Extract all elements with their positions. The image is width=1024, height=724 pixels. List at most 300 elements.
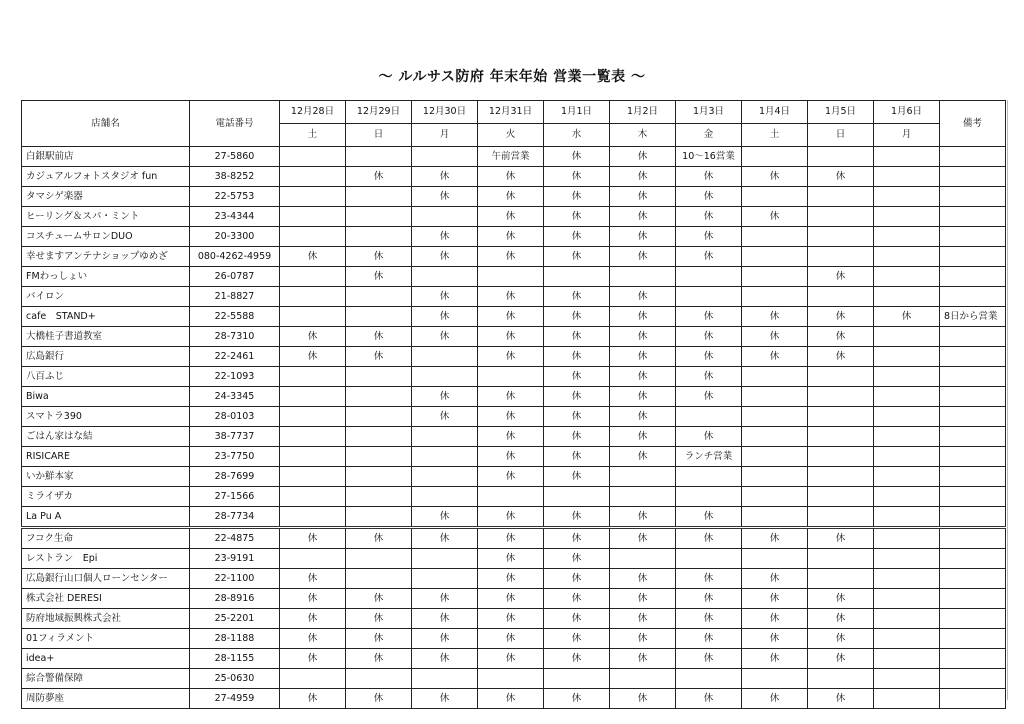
- status-cell: [280, 487, 346, 507]
- status-cell: 休: [280, 629, 346, 649]
- status-cell: [742, 267, 808, 287]
- status-cell: 休: [808, 267, 874, 287]
- status-cell: 休: [808, 689, 874, 709]
- store-name-cell: タマシゲ楽器: [22, 187, 190, 207]
- store-name-cell: 広島銀行: [22, 347, 190, 367]
- status-cell: 休: [280, 347, 346, 367]
- weekday-header: 木: [610, 124, 676, 147]
- status-cell: 午前営業: [478, 147, 544, 167]
- weekday-header: 月: [874, 124, 940, 147]
- status-cell: [346, 187, 412, 207]
- status-cell: 休: [808, 609, 874, 629]
- status-cell: 休: [280, 327, 346, 347]
- status-cell: 休: [412, 507, 478, 528]
- status-cell: [742, 669, 808, 689]
- status-cell: [412, 147, 478, 167]
- status-cell: 休: [742, 307, 808, 327]
- status-cell: 休: [676, 507, 742, 528]
- phone-cell: 22-5753: [190, 187, 280, 207]
- schedule-table: [21, 100, 1006, 709]
- status-cell: [874, 407, 940, 427]
- status-cell: [874, 267, 940, 287]
- status-cell: 休: [808, 528, 874, 549]
- note-cell: [940, 629, 1006, 649]
- table-row: [22, 507, 1006, 528]
- table-row: [22, 609, 1006, 629]
- status-cell: [610, 267, 676, 287]
- status-cell: 休: [544, 507, 610, 528]
- page-title: ～ ルルサス防府 年末年始 営業一覧表 ～: [378, 69, 646, 85]
- weekday-header: 土: [742, 124, 808, 147]
- status-cell: [280, 307, 346, 327]
- status-cell: 休: [544, 609, 610, 629]
- status-cell: [544, 267, 610, 287]
- status-cell: 休: [676, 187, 742, 207]
- status-cell: 休: [346, 247, 412, 267]
- status-cell: [280, 427, 346, 447]
- status-cell: 休: [676, 327, 742, 347]
- status-cell: [346, 487, 412, 507]
- date-header: 1月6日: [874, 101, 940, 124]
- table-row: [22, 227, 1006, 247]
- status-cell: 休: [478, 447, 544, 467]
- status-cell: 休: [478, 467, 544, 487]
- status-cell: 休: [412, 689, 478, 709]
- status-cell: [412, 447, 478, 467]
- status-cell: [808, 187, 874, 207]
- status-cell: [412, 487, 478, 507]
- status-cell: [346, 549, 412, 569]
- note-cell: [940, 528, 1006, 549]
- weekday-header: 土: [280, 124, 346, 147]
- status-cell: 休: [676, 307, 742, 327]
- status-cell: 休: [478, 629, 544, 649]
- status-cell: 休: [676, 569, 742, 589]
- status-cell: [412, 267, 478, 287]
- status-cell: 休: [676, 609, 742, 629]
- status-cell: [478, 487, 544, 507]
- table-row: [22, 569, 1006, 589]
- status-cell: 休: [280, 649, 346, 669]
- store-name-cell: バイロン: [22, 287, 190, 307]
- phone-cell: 22-5588: [190, 307, 280, 327]
- status-cell: [346, 207, 412, 227]
- scan-edge-line: [1007, 100, 1008, 700]
- date-header: 1月5日: [808, 101, 874, 124]
- phone-cell: 23-7750: [190, 447, 280, 467]
- status-cell: [874, 147, 940, 167]
- status-cell: [676, 669, 742, 689]
- phone-cell: 22-4875: [190, 528, 280, 549]
- status-cell: [346, 447, 412, 467]
- status-cell: 休: [412, 609, 478, 629]
- store-name-cell: 周防夢座: [22, 689, 190, 709]
- status-cell: [676, 549, 742, 569]
- status-cell: [412, 367, 478, 387]
- status-cell: [874, 287, 940, 307]
- status-cell: 休: [280, 247, 346, 267]
- status-cell: 休: [544, 427, 610, 447]
- store-name-header: 店舗名: [22, 101, 190, 147]
- status-cell: [280, 227, 346, 247]
- status-cell: [346, 367, 412, 387]
- status-cell: [676, 267, 742, 287]
- status-cell: [280, 167, 346, 187]
- table-row: [22, 207, 1006, 227]
- status-cell: [742, 247, 808, 267]
- store-name-cell: ヒーリング＆スパ・ミント: [22, 207, 190, 227]
- status-cell: 休: [676, 367, 742, 387]
- phone-cell: 28-7734: [190, 507, 280, 528]
- status-cell: 休: [610, 187, 676, 207]
- weekday-header: 日: [346, 124, 412, 147]
- phone-cell: 21-8827: [190, 287, 280, 307]
- note-cell: [940, 367, 1006, 387]
- status-cell: 休: [610, 227, 676, 247]
- note-cell: [940, 207, 1006, 227]
- note-cell: [940, 649, 1006, 669]
- status-cell: [346, 467, 412, 487]
- status-cell: 休: [346, 689, 412, 709]
- date-header: 1月1日: [544, 101, 610, 124]
- status-cell: 休: [412, 387, 478, 407]
- status-cell: 休: [478, 649, 544, 669]
- status-cell: [280, 187, 346, 207]
- store-name-cell: ごはん家はな結: [22, 427, 190, 447]
- note-cell: [940, 487, 1006, 507]
- status-cell: [280, 387, 346, 407]
- status-cell: 休: [412, 247, 478, 267]
- store-name-cell: レストラン Epi: [22, 549, 190, 569]
- status-cell: 休: [544, 227, 610, 247]
- status-cell: 休: [412, 227, 478, 247]
- status-cell: 休: [412, 307, 478, 327]
- table-header: [22, 101, 1006, 147]
- status-cell: 休: [346, 167, 412, 187]
- note-cell: [940, 187, 1006, 207]
- status-cell: 休: [676, 207, 742, 227]
- status-cell: [346, 569, 412, 589]
- note-cell: [940, 227, 1006, 247]
- status-cell: [874, 629, 940, 649]
- status-cell: 休: [610, 507, 676, 528]
- note-cell: [940, 347, 1006, 367]
- status-cell: 休: [676, 689, 742, 709]
- store-name-cell: 広島銀行山口個人ローンセンター: [22, 569, 190, 589]
- status-cell: 休: [676, 629, 742, 649]
- note-cell: [940, 287, 1006, 307]
- table-row: [22, 307, 1006, 327]
- status-cell: 休: [610, 247, 676, 267]
- status-cell: [874, 589, 940, 609]
- status-cell: [280, 467, 346, 487]
- status-cell: 休: [478, 407, 544, 427]
- status-cell: [346, 507, 412, 528]
- table-row: [22, 407, 1006, 427]
- table-row: [22, 247, 1006, 267]
- table-row: [22, 487, 1006, 507]
- status-cell: [478, 367, 544, 387]
- status-cell: 休: [610, 629, 676, 649]
- table-row: [22, 147, 1006, 167]
- status-cell: 休: [544, 528, 610, 549]
- store-name-cell: FMわっしょい: [22, 267, 190, 287]
- phone-cell: 38-7737: [190, 427, 280, 447]
- status-cell: [412, 207, 478, 227]
- status-cell: [874, 187, 940, 207]
- table-row: [22, 467, 1006, 487]
- phone-cell: 24-3345: [190, 387, 280, 407]
- phone-cell: 27-4959: [190, 689, 280, 709]
- status-cell: [280, 549, 346, 569]
- table-row: [22, 689, 1006, 709]
- status-cell: [346, 287, 412, 307]
- note-cell: [940, 387, 1006, 407]
- status-cell: [742, 147, 808, 167]
- phone-cell: 25-0630: [190, 669, 280, 689]
- status-cell: 休: [544, 467, 610, 487]
- status-cell: [808, 407, 874, 427]
- phone-cell: 28-8916: [190, 589, 280, 609]
- weekday-header: 日: [808, 124, 874, 147]
- status-cell: 休: [544, 407, 610, 427]
- status-cell: [676, 487, 742, 507]
- status-cell: 休: [742, 689, 808, 709]
- status-cell: 休: [742, 629, 808, 649]
- status-cell: 休: [346, 528, 412, 549]
- status-cell: 休: [610, 327, 676, 347]
- status-cell: [808, 427, 874, 447]
- status-cell: 休: [676, 427, 742, 447]
- note-cell: [940, 147, 1006, 167]
- table-row: [22, 267, 1006, 287]
- status-cell: [412, 549, 478, 569]
- status-cell: [808, 487, 874, 507]
- status-cell: 休: [544, 629, 610, 649]
- status-cell: [874, 487, 940, 507]
- status-cell: 休: [610, 609, 676, 629]
- status-cell: [808, 207, 874, 227]
- status-cell: [280, 287, 346, 307]
- status-cell: [478, 669, 544, 689]
- note-cell: [940, 589, 1006, 609]
- status-cell: 休: [478, 347, 544, 367]
- table-row: [22, 327, 1006, 347]
- status-cell: 休: [280, 589, 346, 609]
- note-cell: [940, 167, 1006, 187]
- phone-cell: 26-0787: [190, 267, 280, 287]
- status-cell: 休: [544, 569, 610, 589]
- status-cell: [412, 347, 478, 367]
- status-cell: 休: [478, 387, 544, 407]
- status-cell: [742, 487, 808, 507]
- note-cell: [940, 467, 1006, 487]
- store-name-cell: 綜合警備保障: [22, 669, 190, 689]
- status-cell: 休: [610, 147, 676, 167]
- table-row: [22, 367, 1006, 387]
- status-cell: 休: [478, 549, 544, 569]
- status-cell: 休: [346, 347, 412, 367]
- status-cell: [874, 507, 940, 528]
- status-cell: 休: [280, 609, 346, 629]
- store-name-cell: Biwa: [22, 387, 190, 407]
- status-cell: 休: [346, 609, 412, 629]
- status-cell: [742, 447, 808, 467]
- status-cell: [874, 649, 940, 669]
- status-cell: 休: [544, 367, 610, 387]
- store-name-cell: 株式会社 DERESI: [22, 589, 190, 609]
- status-cell: 休: [280, 528, 346, 549]
- notes-header: 備考: [940, 101, 1006, 147]
- status-cell: 休: [808, 347, 874, 367]
- status-cell: [808, 447, 874, 467]
- note-cell: [940, 427, 1006, 447]
- store-name-cell: フコク生命: [22, 528, 190, 549]
- status-cell: [742, 287, 808, 307]
- status-cell: [874, 327, 940, 347]
- store-name-cell: 防府地域振興株式会社: [22, 609, 190, 629]
- store-name-cell: コスチュームサロンDUO: [22, 227, 190, 247]
- status-cell: 休: [808, 649, 874, 669]
- status-cell: [676, 407, 742, 427]
- status-cell: 休: [808, 307, 874, 327]
- status-cell: 休: [412, 629, 478, 649]
- phone-cell: 20-3300: [190, 227, 280, 247]
- status-cell: 休: [610, 689, 676, 709]
- note-cell: [940, 609, 1006, 629]
- status-cell: [874, 689, 940, 709]
- note-cell: [940, 507, 1006, 528]
- table-row: [22, 447, 1006, 467]
- status-cell: [874, 167, 940, 187]
- status-cell: 休: [610, 407, 676, 427]
- status-cell: 休: [610, 307, 676, 327]
- weekday-header: 火: [478, 124, 544, 147]
- status-cell: [742, 227, 808, 247]
- status-cell: [280, 147, 346, 167]
- status-cell: 休: [676, 247, 742, 267]
- status-cell: 休: [676, 167, 742, 187]
- status-cell: [808, 147, 874, 167]
- status-cell: [874, 467, 940, 487]
- status-cell: 休: [742, 167, 808, 187]
- note-cell: [940, 549, 1006, 569]
- phone-header: 電話番号: [190, 101, 280, 147]
- note-cell: [940, 267, 1006, 287]
- status-cell: [280, 447, 346, 467]
- status-cell: [610, 669, 676, 689]
- status-cell: [676, 467, 742, 487]
- status-cell: [874, 447, 940, 467]
- status-cell: 休: [676, 649, 742, 669]
- status-cell: [280, 367, 346, 387]
- status-cell: 休: [544, 147, 610, 167]
- status-cell: [280, 669, 346, 689]
- store-name-cell: idea+: [22, 649, 190, 669]
- table-row: [22, 629, 1006, 649]
- status-cell: 休: [412, 589, 478, 609]
- status-cell: 休: [676, 528, 742, 549]
- store-name-cell: cafe STAND+: [22, 307, 190, 327]
- status-cell: 休: [610, 528, 676, 549]
- status-cell: 休: [346, 589, 412, 609]
- status-cell: 休: [478, 207, 544, 227]
- note-cell: [940, 669, 1006, 689]
- status-cell: [478, 267, 544, 287]
- status-cell: [874, 207, 940, 227]
- phone-cell: 28-1155: [190, 649, 280, 669]
- status-cell: [874, 247, 940, 267]
- note-cell: [940, 327, 1006, 347]
- status-cell: 休: [478, 327, 544, 347]
- status-cell: 休: [676, 227, 742, 247]
- status-cell: 休: [676, 347, 742, 367]
- weekday-header: 水: [544, 124, 610, 147]
- status-cell: 休: [808, 327, 874, 347]
- status-cell: [742, 467, 808, 487]
- store-name-cell: 幸せますアンテナショップゆめざ: [22, 247, 190, 267]
- phone-cell: 22-1093: [190, 367, 280, 387]
- phone-cell: 28-7699: [190, 467, 280, 487]
- status-cell: 休: [544, 307, 610, 327]
- status-cell: [346, 427, 412, 447]
- phone-cell: 080-4262-4959: [190, 247, 280, 267]
- status-cell: [808, 227, 874, 247]
- status-cell: 休: [742, 589, 808, 609]
- status-cell: 休: [346, 327, 412, 347]
- table-row: [22, 669, 1006, 689]
- status-cell: 休: [808, 589, 874, 609]
- status-cell: 休: [544, 589, 610, 609]
- status-cell: 休: [544, 387, 610, 407]
- status-cell: [610, 467, 676, 487]
- phone-cell: 23-4344: [190, 207, 280, 227]
- status-cell: 休: [610, 649, 676, 669]
- status-cell: [808, 507, 874, 528]
- status-cell: 休: [544, 287, 610, 307]
- date-header: 1月2日: [610, 101, 676, 124]
- status-cell: 休: [346, 649, 412, 669]
- status-cell: [874, 609, 940, 629]
- date-header: 12月28日: [280, 101, 346, 124]
- date-header: 1月4日: [742, 101, 808, 124]
- status-cell: [874, 427, 940, 447]
- phone-cell: 28-7310: [190, 327, 280, 347]
- date-header: 12月30日: [412, 101, 478, 124]
- status-cell: 休: [544, 689, 610, 709]
- status-cell: 休: [610, 387, 676, 407]
- status-cell: [742, 549, 808, 569]
- status-cell: [874, 549, 940, 569]
- status-cell: 休: [478, 589, 544, 609]
- status-cell: 休: [346, 267, 412, 287]
- status-cell: 休: [478, 507, 544, 528]
- status-cell: [874, 528, 940, 549]
- status-cell: [280, 507, 346, 528]
- status-cell: 休: [610, 447, 676, 467]
- status-cell: [544, 669, 610, 689]
- status-cell: 休: [610, 207, 676, 227]
- status-cell: [280, 407, 346, 427]
- phone-cell: 22-1100: [190, 569, 280, 589]
- status-cell: 休: [676, 589, 742, 609]
- status-cell: 休: [544, 247, 610, 267]
- status-cell: 休: [478, 287, 544, 307]
- store-name-cell: スマトラ390: [22, 407, 190, 427]
- store-name-cell: 白銀駅前店: [22, 147, 190, 167]
- weekday-header: 金: [676, 124, 742, 147]
- status-cell: 休: [280, 569, 346, 589]
